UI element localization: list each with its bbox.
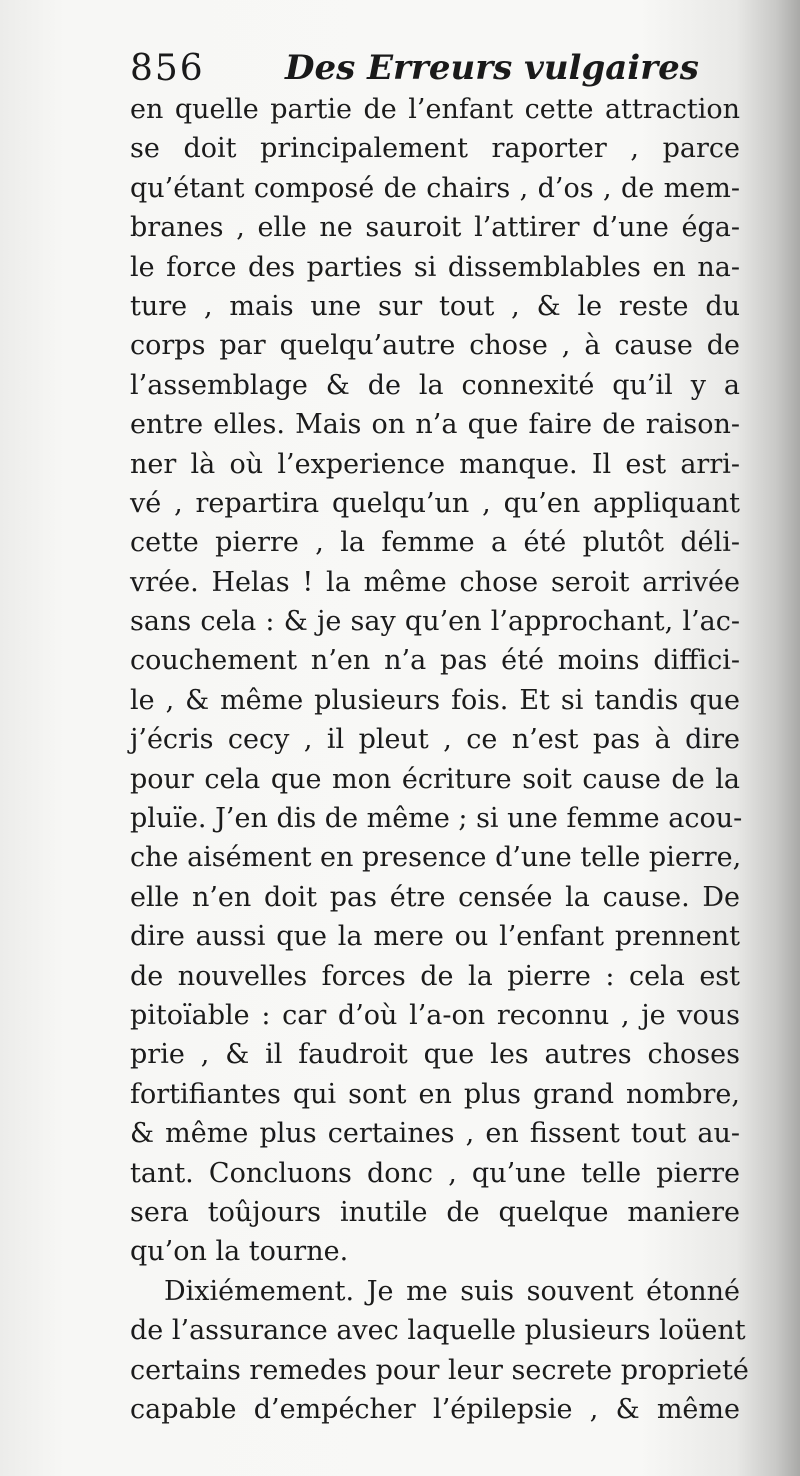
text-line: elle n’en doit pas étre censée la cause. De bbox=[130, 881, 740, 913]
running-title: Des Erreurs vulgaires bbox=[285, 48, 699, 88]
paragraph-1 bbox=[130, 90, 743, 1272]
text-line: le , & même plusieurs fois. Et si tandis que bbox=[130, 684, 740, 716]
text-line: pitoïable : car d’où l’a-on reconnu , je vous bbox=[130, 999, 740, 1031]
text-line: pluïe. J’en dis de même ; si une femme acou- bbox=[130, 803, 743, 835]
text-line: Dixiémement. Je me suis souvent étonné bbox=[164, 1275, 740, 1307]
text-line: entre elles. Mais on n’a que faire de raison- bbox=[130, 409, 740, 441]
text-line: capable d’empécher l’épilepsie , & même bbox=[130, 1393, 740, 1425]
running-head bbox=[130, 44, 740, 94]
text-line: prie , & il faudroit que les autres choses bbox=[130, 1039, 740, 1071]
body-text bbox=[130, 90, 749, 1429]
text-line: de nouvelles forces de la pierre : cela est bbox=[130, 960, 740, 992]
text-line: branes , elle ne sauroit l’attirer d’une éga- bbox=[130, 212, 740, 244]
text-line: sera toûjours inutile de quelque maniere bbox=[130, 1196, 740, 1228]
text-line: l’assemblage & de la connexité qu’il y a bbox=[130, 369, 740, 401]
text-line: qu’on la tourne. bbox=[130, 1236, 349, 1268]
text-line: vé , repartira quelqu’un , qu’en appliquant bbox=[130, 487, 740, 519]
text-line: couchement n’en n’a pas été moins diffici- bbox=[130, 645, 740, 677]
text-line: vrée. Helas ! la même chose seroit arrivée bbox=[130, 566, 740, 598]
text-line: corps par quelqu’autre chose , à cause de bbox=[130, 330, 740, 362]
text-line: en quelle partie de l’enfant cette attraction bbox=[130, 94, 740, 125]
paragraph-2 bbox=[130, 1272, 749, 1430]
text-line: certains remedes pour leur secrete proprieté bbox=[130, 1354, 749, 1386]
text-line: se doit principalement raporter , parce bbox=[130, 133, 740, 165]
text-line: j’écris cecy , il pleut , ce n’est pas à dire bbox=[130, 724, 740, 756]
text-line: de l’assurance avec laquelle plusieurs loüent bbox=[130, 1315, 746, 1347]
text-line: ner là où l’experience manque. Il est arri- bbox=[130, 448, 740, 480]
text-line: dire aussi que la mere ou l’enfant prennent bbox=[130, 921, 740, 953]
text-line: le force des parties si dissemblables en na- bbox=[130, 251, 740, 283]
text-line: cette pierre , la femme a été plutôt déli- bbox=[130, 527, 740, 559]
text-line: che aisément en presence d’une telle pierre, bbox=[130, 842, 742, 874]
text-line: fortifiantes qui sont en plus grand nombre, bbox=[130, 1078, 740, 1110]
page-number: 856 bbox=[130, 48, 205, 89]
text-line: tant. Concluons donc , qu’une telle pierre bbox=[130, 1157, 740, 1189]
text-line: ture , mais une sur tout , & le reste du bbox=[130, 290, 740, 322]
text-line: qu’étant composé de chairs , d’os , de mem- bbox=[130, 172, 740, 204]
text-line: & même plus certaines , en fissent tout au- bbox=[130, 1118, 740, 1150]
text-line: sans cela : & je say qu’en l’approchant, l’ac- bbox=[130, 606, 740, 638]
text-line: pour cela que mon écriture soit cause de la bbox=[130, 763, 740, 795]
